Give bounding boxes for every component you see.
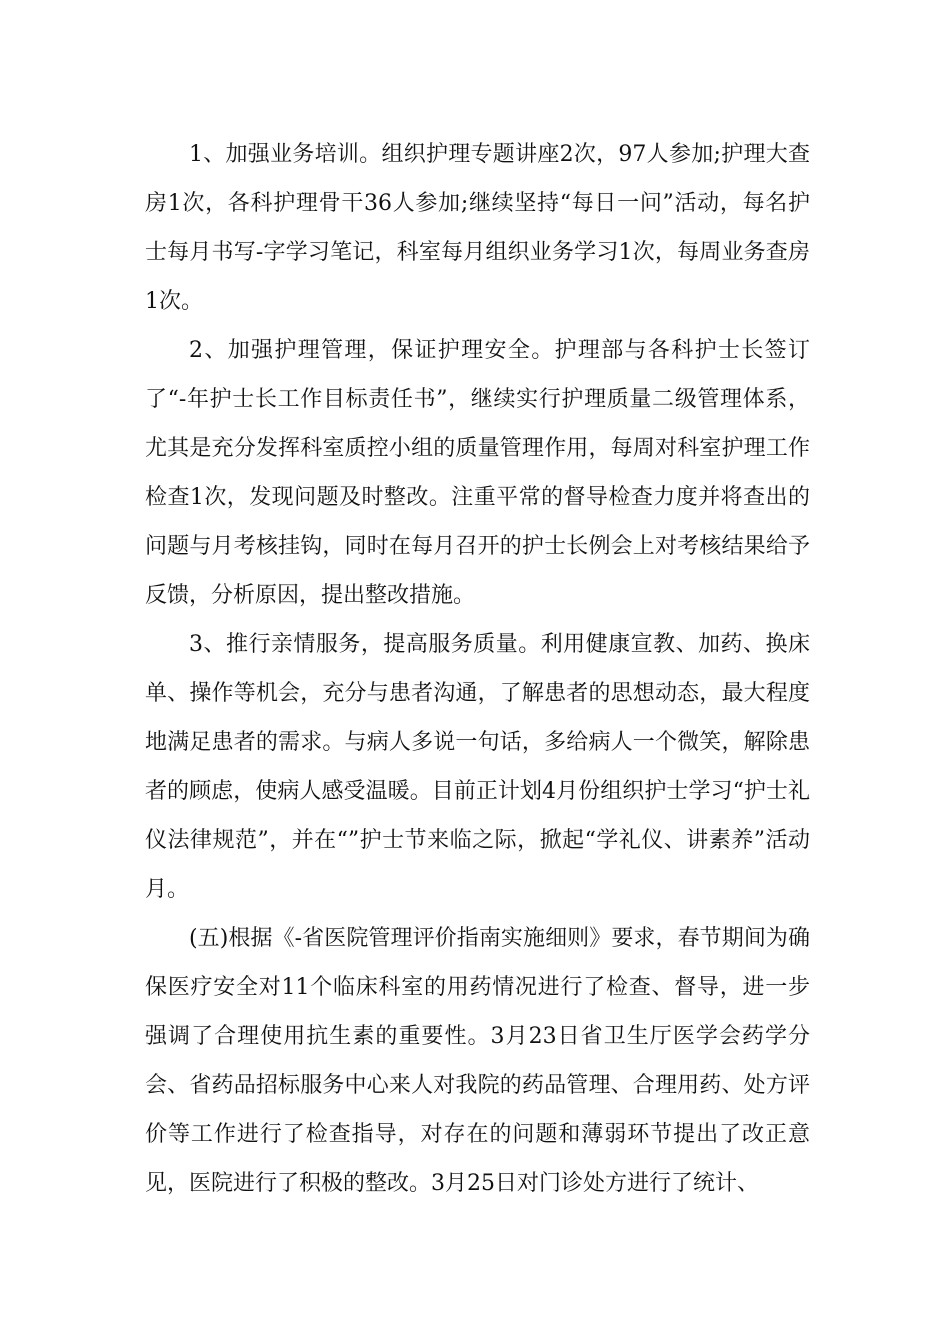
document-body <box>145 130 810 1208</box>
paragraph-training: 1、加强业务培训。组织护理专题讲座2次，97人参加;护理大查房1次，各科护理骨干36人参加;继续坚持“每日一问”活动，每名护士每月书写-字学习笔记，科室每月组织业务学习1次，每周业务查房1次。 <box>145 142 810 314</box>
paragraph-hospital-evaluation: (五)根据《-省医院管理评价指南实施细则》要求，春节期间为确保医疗安全对11个临床科室的用药情况进行了检查、督导，进一步强调了合理使用抗生素的重要性。3月23日省卫生厅医学会药学分会、省药品招标服务中心来人对我院的药品管理、合理用药、处方评价等工作进行了检查指导，对存在的问题和薄弱环节提出了改正意见，医院进行了积极的整改。3月25日对门诊处方进行了统计、 <box>145 926 810 1196</box>
paragraph-management: 2、加强护理管理，保证护理安全。护理部与各科护士长签订了“-年护士长工作目标责任书”，继续实行护理质量二级管理体系，尤其是充分发挥科室质控小组的质量管理作用，每周对科室护理工作检查1次，发现问题及时整改。注重平常的督导检查力度并将查出的问题与月考核挂钩，同时在每月召开的护士长例会上对考核结果给予反馈，分析原因，提出整改措施。 <box>145 338 810 608</box>
paragraph-service: 3、推行亲情服务，提高服务质量。利用健康宣教、加药、换床单、操作等机会，充分与患者沟通，了解患者的思想动态，最大程度地满足患者的需求。与病人多说一句话，多给病人一个微笑，解除患者的顾虑，使病人感受温暖。目前正计划4月份组织护士学习“护士礼仪法律规范”，并在“”护士节来临之际，掀起“学礼仪、讲素养”活动月。 <box>145 632 810 902</box>
